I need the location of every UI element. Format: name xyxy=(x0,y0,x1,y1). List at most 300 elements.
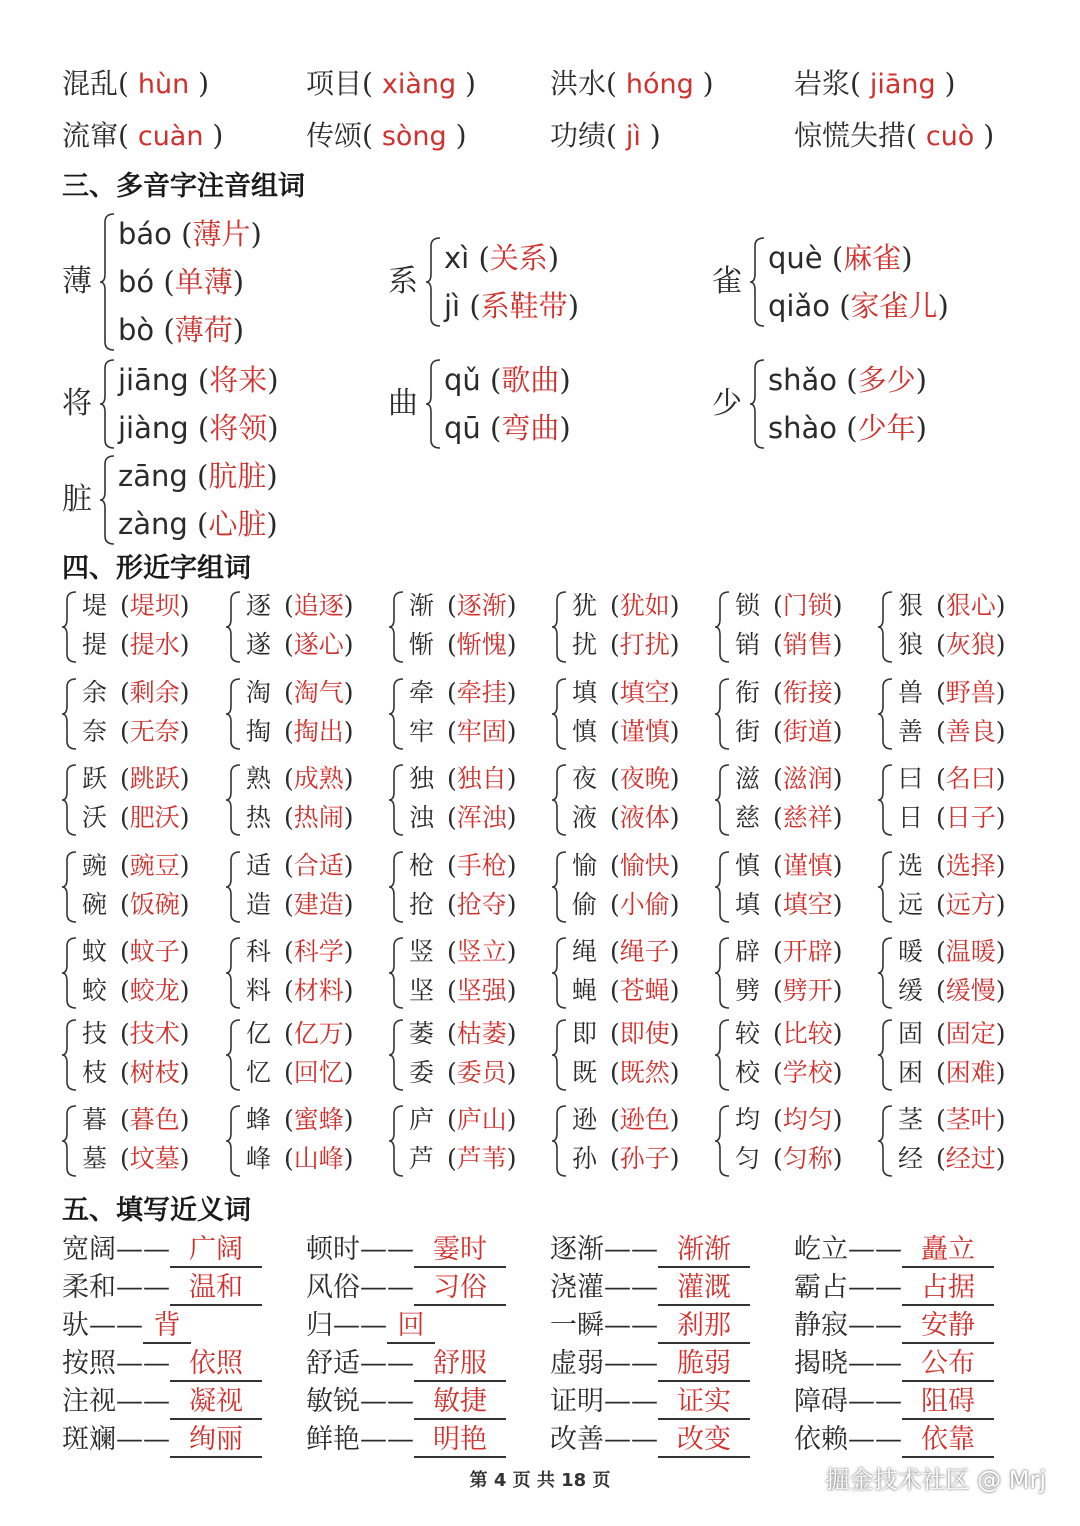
synonym-word: 舒适 xyxy=(306,1348,360,1379)
brace-icon xyxy=(552,936,568,1010)
paren-close: ) xyxy=(974,119,995,152)
similar-char-line xyxy=(572,1016,680,1052)
paren-open: ( xyxy=(606,67,626,100)
similar-word: 逊色 xyxy=(619,1105,670,1134)
brace-icon xyxy=(715,1018,731,1092)
paren-open: ( xyxy=(936,764,946,793)
similar-word: 匀称 xyxy=(782,1144,833,1173)
similar-char: 锁 xyxy=(735,591,761,620)
paren-open: ( xyxy=(936,937,946,966)
similar-word: 豌豆 xyxy=(129,851,180,880)
paren-open: ( xyxy=(284,1019,294,1048)
paren-close: ) xyxy=(669,803,680,832)
paren-close: ) xyxy=(995,764,1006,793)
similar-word: 既然 xyxy=(619,1058,670,1087)
paren-close: ) xyxy=(669,591,680,620)
similar-char-line xyxy=(246,973,354,1009)
similar-char-pair xyxy=(715,848,877,924)
similar-char: 固 xyxy=(898,1019,924,1048)
polyphone-reading xyxy=(768,286,949,326)
dash: —— xyxy=(116,1234,170,1265)
similar-char: 销 xyxy=(735,630,761,659)
similar-char-line xyxy=(82,588,190,624)
paren-close: ) xyxy=(506,1058,517,1087)
similar-char-line xyxy=(898,1016,1006,1052)
paren-close: ) xyxy=(559,363,571,397)
paren-close: ) xyxy=(343,937,354,966)
similar-char: 抢 xyxy=(409,890,435,919)
paren-close: ) xyxy=(832,1105,843,1134)
similar-word: 委员 xyxy=(456,1058,507,1087)
synonym-item xyxy=(794,1270,994,1306)
reading-word: 心脏 xyxy=(208,507,267,541)
similar-char-pair xyxy=(62,675,224,751)
similar-char-pair xyxy=(552,675,714,751)
paren-open: ( xyxy=(936,1105,946,1134)
synonym-item xyxy=(550,1346,750,1382)
similar-char-line xyxy=(246,714,354,750)
dash: —— xyxy=(604,1272,658,1303)
similar-char-pair xyxy=(552,1016,714,1092)
paren-close: ) xyxy=(343,890,354,919)
synonym-item xyxy=(306,1422,506,1458)
similar-word: 谨慎 xyxy=(782,851,833,880)
similar-char: 遂 xyxy=(246,630,272,659)
pinyin-answer: jiāng xyxy=(869,69,936,100)
reading-pinyin: bó xyxy=(118,265,155,299)
similar-word: 剩余 xyxy=(129,678,180,707)
brace-icon xyxy=(226,1018,242,1092)
similar-word: 竖立 xyxy=(456,937,507,966)
similar-char-line xyxy=(735,627,843,663)
similar-char: 沃 xyxy=(82,803,108,832)
similar-word: 技术 xyxy=(129,1019,180,1048)
paren-close: ) xyxy=(343,717,354,746)
synonym-answer: 舒服 xyxy=(414,1348,506,1382)
paren-open: ( xyxy=(610,1105,620,1134)
paren-close: ) xyxy=(832,851,843,880)
similar-char: 淘 xyxy=(246,678,272,707)
paren-close: ) xyxy=(995,937,1006,966)
dash: —— xyxy=(116,1424,170,1455)
paren-open: ( xyxy=(154,313,175,347)
brace-icon xyxy=(389,1018,405,1092)
similar-char-line xyxy=(246,1102,354,1138)
synonym-item xyxy=(62,1308,191,1344)
paren-close: ) xyxy=(995,678,1006,707)
pinyin-item xyxy=(794,62,955,107)
paren-close: ) xyxy=(832,937,843,966)
paren-open: ( xyxy=(773,630,783,659)
similar-char: 枪 xyxy=(409,851,435,880)
paren-close: ) xyxy=(506,803,517,832)
similar-char-line xyxy=(82,848,190,884)
similar-word: 滋润 xyxy=(782,764,833,793)
paren-close: ) xyxy=(179,1058,190,1087)
paren-close: ) xyxy=(559,411,571,445)
paren-open: ( xyxy=(610,1019,620,1048)
pinyin-item xyxy=(550,62,714,107)
polyphone-char: 脏 xyxy=(62,482,92,517)
similar-char-line xyxy=(82,1016,190,1052)
similar-char: 街 xyxy=(735,717,761,746)
paren-open: ( xyxy=(837,411,858,445)
pinyin-item xyxy=(306,114,467,159)
synonym-answer: 凝视 xyxy=(170,1386,262,1420)
paren-close: ) xyxy=(179,937,190,966)
similar-char-pair xyxy=(389,848,551,924)
paren-open: ( xyxy=(469,241,490,275)
similar-char-pair xyxy=(389,675,551,751)
similar-word: 坚强 xyxy=(456,976,507,1005)
similar-char-pair xyxy=(62,1102,224,1178)
similar-word: 成熟 xyxy=(293,764,344,793)
paren-close: ) xyxy=(266,459,278,493)
similar-word: 缓慢 xyxy=(945,976,996,1005)
similar-char-line xyxy=(246,761,354,797)
paren-close: ) xyxy=(995,630,1006,659)
similar-char-pair xyxy=(878,1016,1040,1092)
paren-open: ( xyxy=(773,591,783,620)
synonym-word: 斑斓 xyxy=(62,1424,116,1455)
paren-close: ) xyxy=(669,937,680,966)
dash: —— xyxy=(604,1424,658,1455)
similar-char-line xyxy=(409,934,517,970)
reading-pinyin: jiāng xyxy=(118,363,189,397)
synonym-item xyxy=(62,1422,262,1458)
synonym-word: 注视 xyxy=(62,1386,116,1417)
similar-char-line xyxy=(246,887,354,923)
synonym-word: 静寂 xyxy=(794,1310,848,1341)
reading-word: 麻雀 xyxy=(843,241,902,275)
brace-icon xyxy=(389,936,405,1010)
pinyin-word: 洪水 xyxy=(550,67,607,100)
similar-word: 比较 xyxy=(782,1019,833,1048)
paren-open: ( xyxy=(906,119,926,152)
pinyin-word: 功绩 xyxy=(550,119,607,152)
similar-word: 科学 xyxy=(293,937,344,966)
dash: —— xyxy=(848,1272,902,1303)
synonym-item xyxy=(794,1346,994,1382)
synonym-item xyxy=(794,1308,994,1344)
similar-word: 回忆 xyxy=(293,1058,344,1087)
paren-open: ( xyxy=(284,764,294,793)
paren-close: ) xyxy=(995,591,1006,620)
similar-word: 善良 xyxy=(945,717,996,746)
polyphone-char: 雀 xyxy=(712,264,742,299)
paren-close: ) xyxy=(179,630,190,659)
pinyin-word: 流窜 xyxy=(62,119,119,152)
similar-char: 委 xyxy=(409,1058,435,1087)
synonym-item xyxy=(306,1346,506,1382)
similar-char: 劈 xyxy=(735,976,761,1005)
paren-open: ( xyxy=(773,1144,783,1173)
similar-char-pair xyxy=(389,934,551,1010)
similar-char: 扰 xyxy=(572,630,598,659)
paren-close: ) xyxy=(901,241,913,275)
polyphone-char: 曲 xyxy=(388,386,418,421)
paren-open: ( xyxy=(362,119,382,152)
reading-pinyin: zàng xyxy=(118,507,188,541)
paren-open: ( xyxy=(447,1058,457,1087)
synonym-word: 浇灌 xyxy=(550,1272,604,1303)
similar-char-line xyxy=(735,1141,843,1177)
dash: —— xyxy=(848,1386,902,1417)
paren-open: ( xyxy=(480,411,502,445)
similar-char: 奈 xyxy=(82,717,108,746)
similar-char: 暖 xyxy=(898,937,924,966)
brace-icon xyxy=(62,1018,78,1092)
dash: —— xyxy=(360,1424,414,1455)
polyphone-reading xyxy=(768,238,913,278)
reading-word: 歌曲 xyxy=(501,363,560,397)
paren-open: ( xyxy=(936,803,946,832)
similar-char-pair xyxy=(715,675,877,751)
reading-word: 家雀儿 xyxy=(850,289,938,323)
paren-open: ( xyxy=(773,1019,783,1048)
paren-close: ) xyxy=(669,976,680,1005)
brace-icon xyxy=(62,590,78,664)
pinyin-answer: sòng xyxy=(381,121,447,152)
brace-icon xyxy=(878,677,894,751)
paren-open: ( xyxy=(447,678,457,707)
paren-close: ) xyxy=(343,630,354,659)
dash: —— xyxy=(604,1234,658,1265)
paren-close: ) xyxy=(669,764,680,793)
dash: —— xyxy=(848,1234,902,1265)
similar-char-line xyxy=(572,1102,680,1138)
paren-close: ) xyxy=(179,976,190,1005)
similar-char: 经 xyxy=(898,1144,924,1173)
similar-char: 料 xyxy=(246,976,272,1005)
similar-word: 肥沃 xyxy=(129,803,180,832)
paren-close: ) xyxy=(995,1058,1006,1087)
similar-char: 选 xyxy=(898,851,924,880)
brace-icon xyxy=(750,236,766,328)
dash: —— xyxy=(848,1348,902,1379)
similar-char-line xyxy=(572,848,680,884)
similar-word: 提水 xyxy=(129,630,180,659)
paren-open: ( xyxy=(284,937,294,966)
similar-word: 远方 xyxy=(945,890,996,919)
brace-icon xyxy=(389,763,405,837)
similar-char-line xyxy=(82,1055,190,1091)
brace-icon xyxy=(715,763,731,837)
similar-char: 牢 xyxy=(409,717,435,746)
similar-char-pair xyxy=(552,761,714,837)
paren-close: ) xyxy=(250,217,262,251)
synonym-answer: 回 xyxy=(387,1310,435,1344)
similar-word: 建造 xyxy=(293,890,344,919)
dash: —— xyxy=(604,1386,658,1417)
similar-char: 液 xyxy=(572,803,598,832)
reading-word: 少年 xyxy=(857,411,916,445)
paren-open: ( xyxy=(822,241,844,275)
paren-open: ( xyxy=(284,591,294,620)
brace-icon xyxy=(226,763,242,837)
section-3-title: 三、多音字注音组词 xyxy=(62,171,305,202)
similar-word: 选择 xyxy=(945,851,996,880)
similar-char: 狠 xyxy=(898,591,924,620)
pinyin-word: 项目 xyxy=(306,67,363,100)
similar-char-pair xyxy=(62,934,224,1010)
similar-char-line xyxy=(735,761,843,797)
pinyin-answer: xiàng xyxy=(381,69,457,100)
paren-open: ( xyxy=(120,630,130,659)
paren-close: ) xyxy=(179,851,190,880)
similar-word: 即使 xyxy=(619,1019,670,1048)
similar-char-line xyxy=(409,1016,517,1052)
similar-char: 蛟 xyxy=(82,976,108,1005)
similar-word: 固定 xyxy=(945,1019,996,1048)
paren-close: ) xyxy=(343,1019,354,1048)
similar-char-line xyxy=(409,627,517,663)
paren-open: ( xyxy=(120,803,130,832)
paren-close: ) xyxy=(995,1144,1006,1173)
synonym-answer: 矗立 xyxy=(902,1234,994,1268)
paren-close: ) xyxy=(267,411,279,445)
similar-word: 枯萎 xyxy=(456,1019,507,1048)
paren-open: ( xyxy=(610,1058,620,1087)
similar-word: 学校 xyxy=(782,1058,833,1087)
similar-char-line xyxy=(572,627,680,663)
similar-word: 孙子 xyxy=(619,1144,670,1173)
reading-pinyin: bò xyxy=(118,313,155,347)
similar-word: 愉快 xyxy=(619,851,670,880)
paren-open: ( xyxy=(610,678,620,707)
paren-close: ) xyxy=(669,630,680,659)
paren-open: ( xyxy=(120,851,130,880)
similar-char-line xyxy=(82,1141,190,1177)
paren-open: ( xyxy=(447,717,457,746)
similar-char: 跃 xyxy=(82,764,108,793)
paren-close: ) xyxy=(343,591,354,620)
dash: —— xyxy=(604,1348,658,1379)
pinyin-item xyxy=(550,114,661,159)
similar-word: 慈祥 xyxy=(782,803,833,832)
synonym-word: 顿时 xyxy=(306,1234,360,1265)
similar-word: 堤坝 xyxy=(129,591,180,620)
similar-word: 暮色 xyxy=(129,1105,180,1134)
similar-word: 绳子 xyxy=(619,937,670,966)
similar-char-line xyxy=(82,675,190,711)
paren-close: ) xyxy=(832,1019,843,1048)
similar-char-line xyxy=(735,973,843,1009)
synonym-item xyxy=(794,1232,994,1268)
similar-char: 绳 xyxy=(572,937,598,966)
similar-char: 技 xyxy=(82,1019,108,1048)
paren-open: ( xyxy=(447,890,457,919)
paren-close: ) xyxy=(832,1144,843,1173)
paren-open: ( xyxy=(120,1058,130,1087)
paren-close: ) xyxy=(456,67,476,100)
paren-close: ) xyxy=(179,591,190,620)
paren-close: ) xyxy=(832,591,843,620)
synonym-answer: 占据 xyxy=(902,1272,994,1306)
paren-close: ) xyxy=(343,976,354,1005)
similar-char: 忆 xyxy=(246,1058,272,1087)
paren-open: ( xyxy=(610,851,620,880)
brace-icon xyxy=(389,850,405,924)
paren-open: ( xyxy=(284,976,294,1005)
dash: —— xyxy=(848,1310,902,1341)
synonym-item xyxy=(62,1270,262,1306)
similar-char-line xyxy=(82,934,190,970)
pinyin-answer: cuò xyxy=(925,121,975,152)
similar-char: 峰 xyxy=(246,1144,272,1173)
similar-char: 芦 xyxy=(409,1144,435,1173)
synonym-word: 改善 xyxy=(550,1424,604,1455)
brace-icon xyxy=(878,936,894,1010)
similar-char-line xyxy=(735,588,843,624)
reading-word: 将来 xyxy=(209,363,268,397)
paren-open: ( xyxy=(460,289,481,323)
paren-close: ) xyxy=(669,1058,680,1087)
similar-char-pair xyxy=(62,588,224,664)
similar-char: 愉 xyxy=(572,851,598,880)
polyphone-reading xyxy=(118,408,279,448)
paren-close: ) xyxy=(832,976,843,1005)
similar-char-pair xyxy=(878,761,1040,837)
similar-char: 亿 xyxy=(246,1019,272,1048)
similar-char-line xyxy=(572,1055,680,1091)
paren-open: ( xyxy=(120,717,130,746)
polyphone-reading xyxy=(118,360,279,400)
reading-pinyin: jiàng xyxy=(118,411,189,445)
paren-open: ( xyxy=(284,851,294,880)
paren-open: ( xyxy=(773,764,783,793)
paren-close: ) xyxy=(343,851,354,880)
similar-char-line xyxy=(898,1141,1006,1177)
similar-char-line xyxy=(82,761,190,797)
reading-pinyin: què xyxy=(768,241,823,275)
paren-open: ( xyxy=(610,976,620,1005)
paren-close: ) xyxy=(832,890,843,919)
paren-open: ( xyxy=(480,363,502,397)
paren-open: ( xyxy=(773,851,783,880)
synonym-answer: 绚丽 xyxy=(170,1424,262,1458)
similar-char: 夜 xyxy=(572,764,598,793)
synonym-answer: 安静 xyxy=(902,1310,994,1344)
similar-char-line xyxy=(735,800,843,836)
pinyin-item xyxy=(306,62,476,107)
paren-open: ( xyxy=(936,1019,946,1048)
reading-word: 弯曲 xyxy=(501,411,560,445)
brace-icon xyxy=(715,936,731,1010)
pinyin-word: 混乱 xyxy=(62,67,119,100)
similar-char: 独 xyxy=(409,764,435,793)
paren-close: ) xyxy=(506,591,517,620)
synonym-item xyxy=(550,1422,750,1458)
section-5-title: 五、填写近义词 xyxy=(62,1195,251,1226)
paren-open: ( xyxy=(773,717,783,746)
paren-open: ( xyxy=(610,890,620,919)
synonym-word: 霸占 xyxy=(794,1272,848,1303)
paren-close: ) xyxy=(343,1105,354,1134)
synonym-answer: 习俗 xyxy=(414,1272,506,1306)
similar-char: 蜂 xyxy=(246,1105,272,1134)
paren-open: ( xyxy=(773,1105,783,1134)
paren-close: ) xyxy=(343,1144,354,1173)
reading-pinyin: báo xyxy=(118,217,172,251)
similar-char-line xyxy=(898,1102,1006,1138)
similar-char-pair xyxy=(389,588,551,664)
similar-char-line xyxy=(898,714,1006,750)
similar-word: 独自 xyxy=(456,764,507,793)
paren-open: ( xyxy=(120,678,130,707)
brace-icon xyxy=(552,850,568,924)
synonym-answer: 广阔 xyxy=(170,1234,262,1268)
